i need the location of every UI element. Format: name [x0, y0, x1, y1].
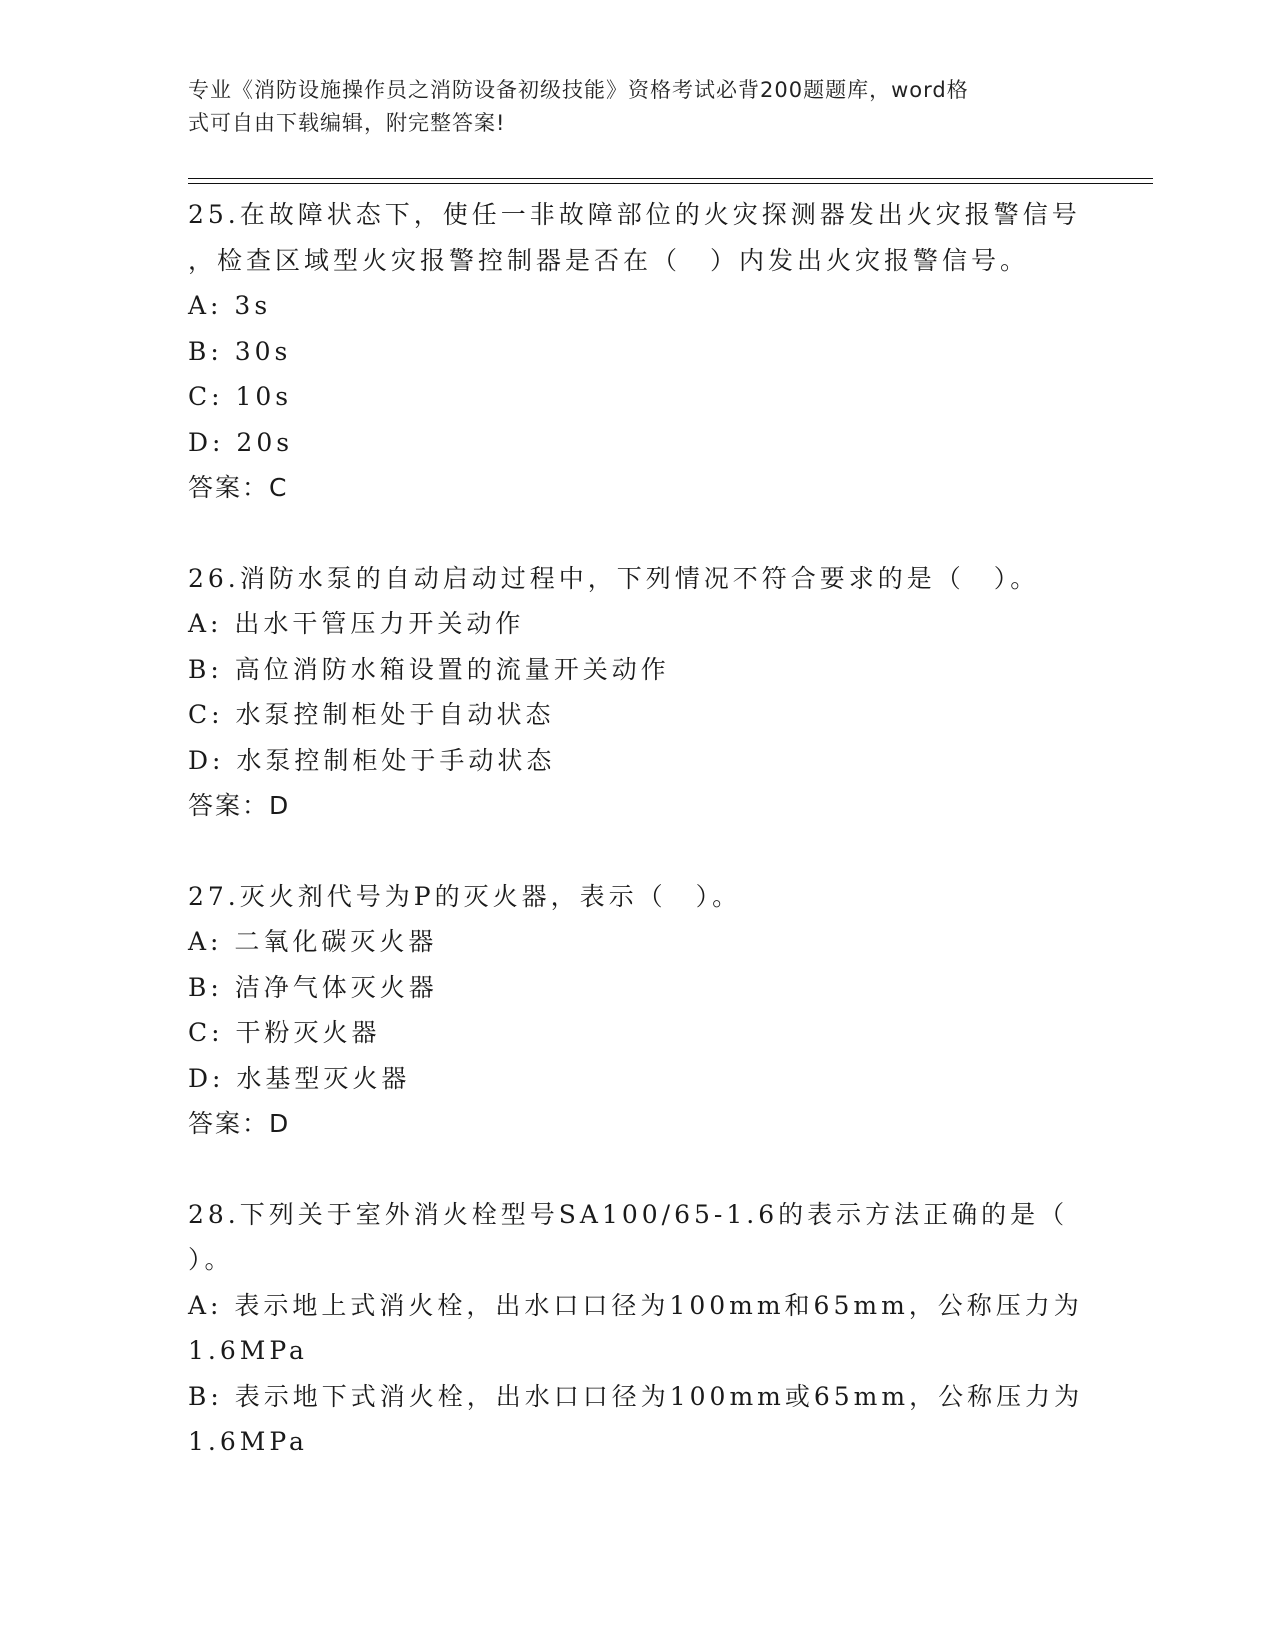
option-b: B: 洁净气体灭火器: [188, 972, 438, 1002]
option-c: C: 10s: [188, 382, 293, 411]
option-a-continued: 1.6MPa: [188, 1336, 308, 1365]
document-header: [188, 74, 1068, 140]
header-rule-bottom: [188, 183, 1153, 184]
question-25: [188, 192, 1088, 511]
option-b: B: 30s: [188, 336, 292, 366]
question-stem: ，检查区域型火灾报警控制器是否在（ ）内发出火灾报警信号。: [188, 245, 1030, 275]
question-list: [188, 192, 1088, 1465]
option-d: D: 水基型灭火器: [188, 1063, 411, 1093]
header-line-2: 式可自由下载编辑，附完整答案!: [188, 111, 506, 135]
question-stem: 27.灭火剂代号为P的灭火器，表示（ ）。: [188, 881, 742, 911]
answer: 答案：D: [188, 791, 291, 820]
answer: 答案：C: [188, 473, 289, 502]
option-a: A: 二氧化碳灭火器: [188, 927, 438, 956]
question-28: [188, 1192, 1088, 1465]
option-b: B: 高位消防水箱设置的流量开关动作: [188, 654, 670, 684]
answer: 答案：D: [188, 1109, 291, 1138]
question-26: [188, 556, 1088, 829]
option-d: D: 水泵控制柜处于手动状态: [188, 745, 556, 775]
question-stem: 28.下列关于室外消火栓型号SA100/65-1.6的表示方法正确的是（: [188, 1199, 1069, 1229]
option-c: C: 水泵控制柜处于自动状态: [188, 700, 555, 729]
header-line-1: 专业《消防设施操作员之消防设备初级技能》资格考试必背200题题库，word格: [188, 78, 969, 102]
option-c: C: 干粉灭火器: [188, 1018, 381, 1047]
header-rule-top: [188, 178, 1153, 179]
question-27: [188, 874, 1088, 1147]
question-stem: ）。: [188, 1245, 234, 1274]
option-b: B: 表示地下式消火栓，出水口口径为100mm或65mm，公称压力为: [188, 1381, 1084, 1411]
option-a: A: 3s: [188, 291, 272, 320]
question-stem: 26.消防水泵的自动启动过程中，下列情况不符合要求的是（ ）。: [188, 563, 1040, 593]
option-a: A: 出水干管压力开关动作: [188, 609, 525, 638]
option-b-continued: 1.6MPa: [188, 1427, 308, 1456]
option-a: A: 表示地上式消火栓，出水口口径为100mm和65mm，公称压力为: [188, 1290, 1083, 1320]
option-d: D: 20s: [188, 427, 294, 457]
question-stem: 25.在故障状态下，使任一非故障部位的火灾探测器发出火灾报警信号: [188, 200, 1081, 229]
